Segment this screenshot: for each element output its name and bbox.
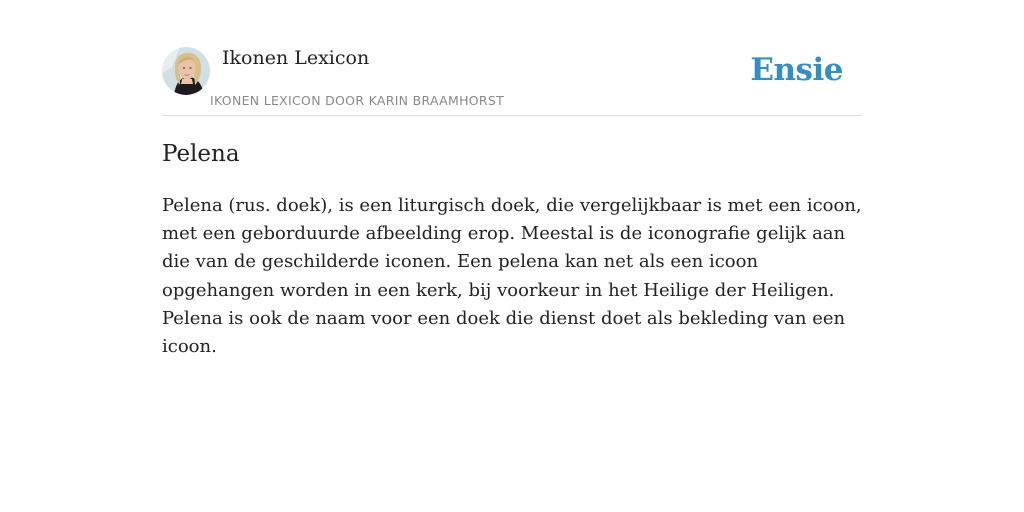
avatar-portrait-icon [162,47,210,95]
article-body: Pelena (rus. doek), is een liturgisch doek, die vergelijkbaar is met een icoon, met een geborduurde afbeelding erop. Meestal is de iconografie gelijk aan die van de geschilderde iconen. Een pelena kan net als een icoon opgehangen worden in een kerk, bij voorkeur in het Heilige der Heiligen. Pelena is ook de naam voor een doek die dienst doet als bekleding van een icoon. [162,195,862,358]
author-byline[interactable]: IKONEN LEXICON DOOR KARIN BRAAMHORST [210,93,505,108]
site-name-link[interactable]: Ikonen Lexicon [222,47,370,69]
ensie-logo[interactable]: Ensie [750,52,843,88]
site-header [162,0,862,116]
author-avatar-icon[interactable] [162,47,210,95]
page-container [162,0,862,512]
article-title: Pelena [162,141,240,167]
